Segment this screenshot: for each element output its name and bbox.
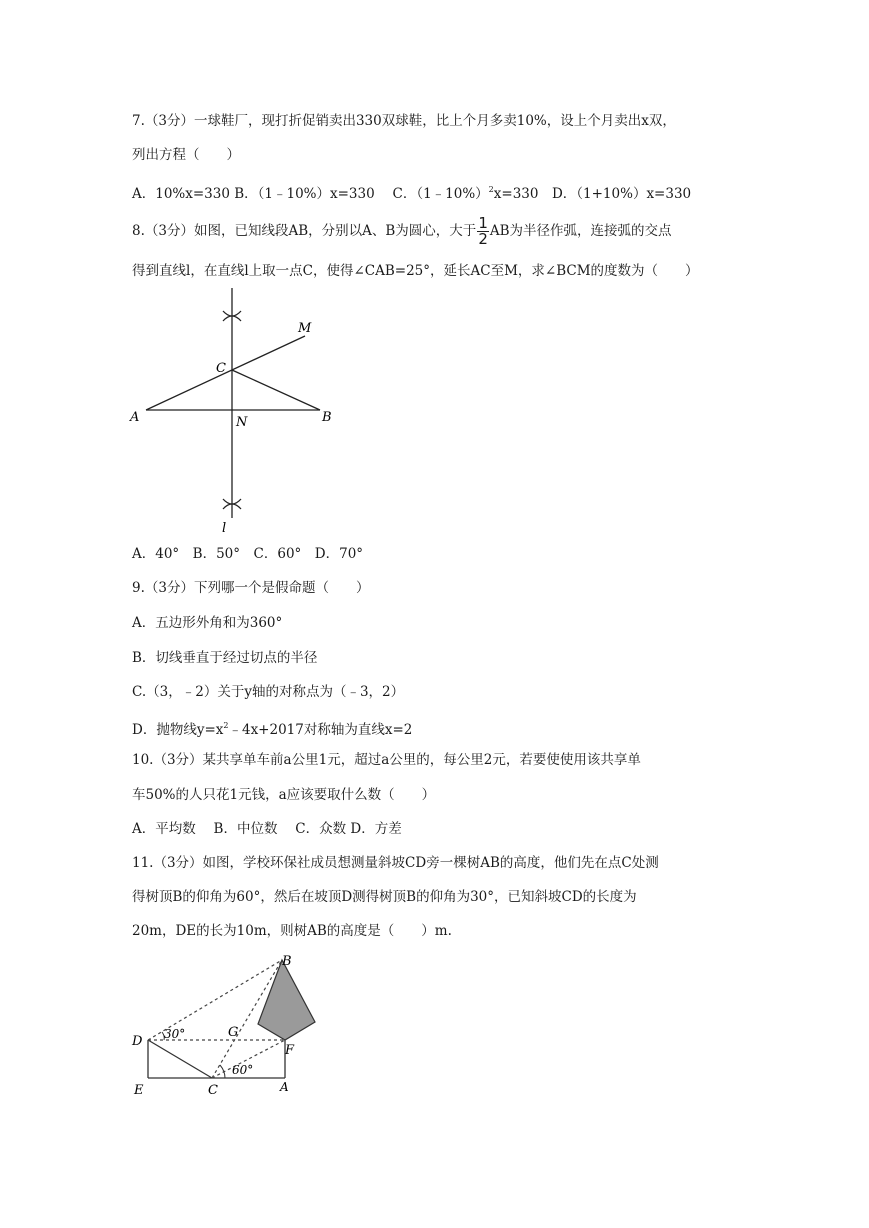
q9-option-b: B．切线垂直于经过切点的半径 (132, 650, 318, 666)
label-b: B (322, 410, 332, 425)
q8-line2: 得到直线l，在直线l上取一点C，使得∠CAB=25°，延长AC至M，求∠BCM的度数为（ ） (132, 263, 699, 279)
q9-d-pre: D．抛物线y=x (132, 722, 224, 738)
q10-line2: 车50%的人只花1元钱，a应该要取什么数（ ） (132, 787, 436, 803)
q8-line1 (132, 216, 672, 247)
q8-line1-pre: 8.（3分）如图，已知线段AB，分别以A、B为圆心，大于 (132, 223, 477, 239)
q9-option-d (132, 717, 412, 739)
label-c: C (208, 1083, 218, 1098)
label-f: F (285, 1043, 295, 1058)
q8-figure (120, 284, 350, 536)
q11-figure (128, 950, 328, 1100)
q11-line2: 得树顶B的仰角为60°，然后在坡顶D测得树顶B的仰角为30°，已知斜坡CD的长度为 (132, 889, 637, 905)
fraction-numerator: 1 (478, 214, 488, 232)
q9-option-a: A．五边形外角和为360° (132, 615, 283, 631)
q9-option-c: C.（3，﹣2）关于y轴的对称点为（﹣3，2） (132, 684, 405, 700)
label-m: M (298, 321, 312, 336)
q7-options-b: x=330 D．（1+10%）x=330 (493, 186, 692, 202)
q10-line1: 10.（3分）某共享单车前a公里1元，超过a公里的，每公里2元，若要使使用该共享单 (132, 752, 641, 768)
slope-cd (148, 1040, 212, 1078)
arc-60 (220, 1065, 225, 1078)
label-d: D (132, 1034, 143, 1049)
label-l: l (222, 521, 227, 536)
q11-line3: 20m，DE的长为10m，则树AB的高度是（ ）m. (132, 923, 452, 939)
label-a: A (130, 410, 140, 425)
q7-line1: 7.（3分）一球鞋厂，现打折促销卖出330双球鞋，比上个月多卖10%，设上个月卖出x双， (132, 113, 676, 129)
tree-shape (258, 960, 315, 1040)
q7-options-a: A．10%x=330 B．（1﹣10%）x=330 C．（1﹣10%） (132, 186, 489, 202)
q10-options: A．平均数 B．中位数 C．众数 D．方差 (132, 821, 402, 837)
fraction-denominator: 2 (478, 230, 488, 248)
q7-options-sup: 2 (488, 185, 494, 194)
label-angle-30: 30° (164, 1027, 186, 1041)
q9-stem: 9.（3分）下列哪一个是假命题（ ） (132, 580, 370, 596)
q8-line1-post: AB为半径作弧，连接弧的交点 (489, 223, 672, 239)
label-a: A (280, 1080, 289, 1094)
label-e: E (134, 1083, 144, 1098)
q9-d-post: ﹣4x+2017对称轴为直线x=2 (228, 722, 413, 738)
q9-d-sup: 2 (223, 721, 229, 730)
label-c: C (216, 361, 226, 376)
q11-line1: 11.（3分）如图，学校环保社成员想测量斜坡CD旁一棵树AB的高度，他们先在点C处测 (132, 855, 659, 871)
q8-options: A．40° B．50° C．60° D．70° (132, 546, 364, 562)
label-b: B (282, 954, 292, 969)
segment-cb (232, 370, 320, 410)
half-fraction (477, 216, 489, 247)
label-n: N (236, 415, 248, 430)
label-angle-60: 60° (232, 1063, 254, 1077)
q7-line2: 列出方程（ ） (132, 147, 240, 163)
q7-options (132, 181, 691, 203)
label-g: G (228, 1025, 239, 1040)
